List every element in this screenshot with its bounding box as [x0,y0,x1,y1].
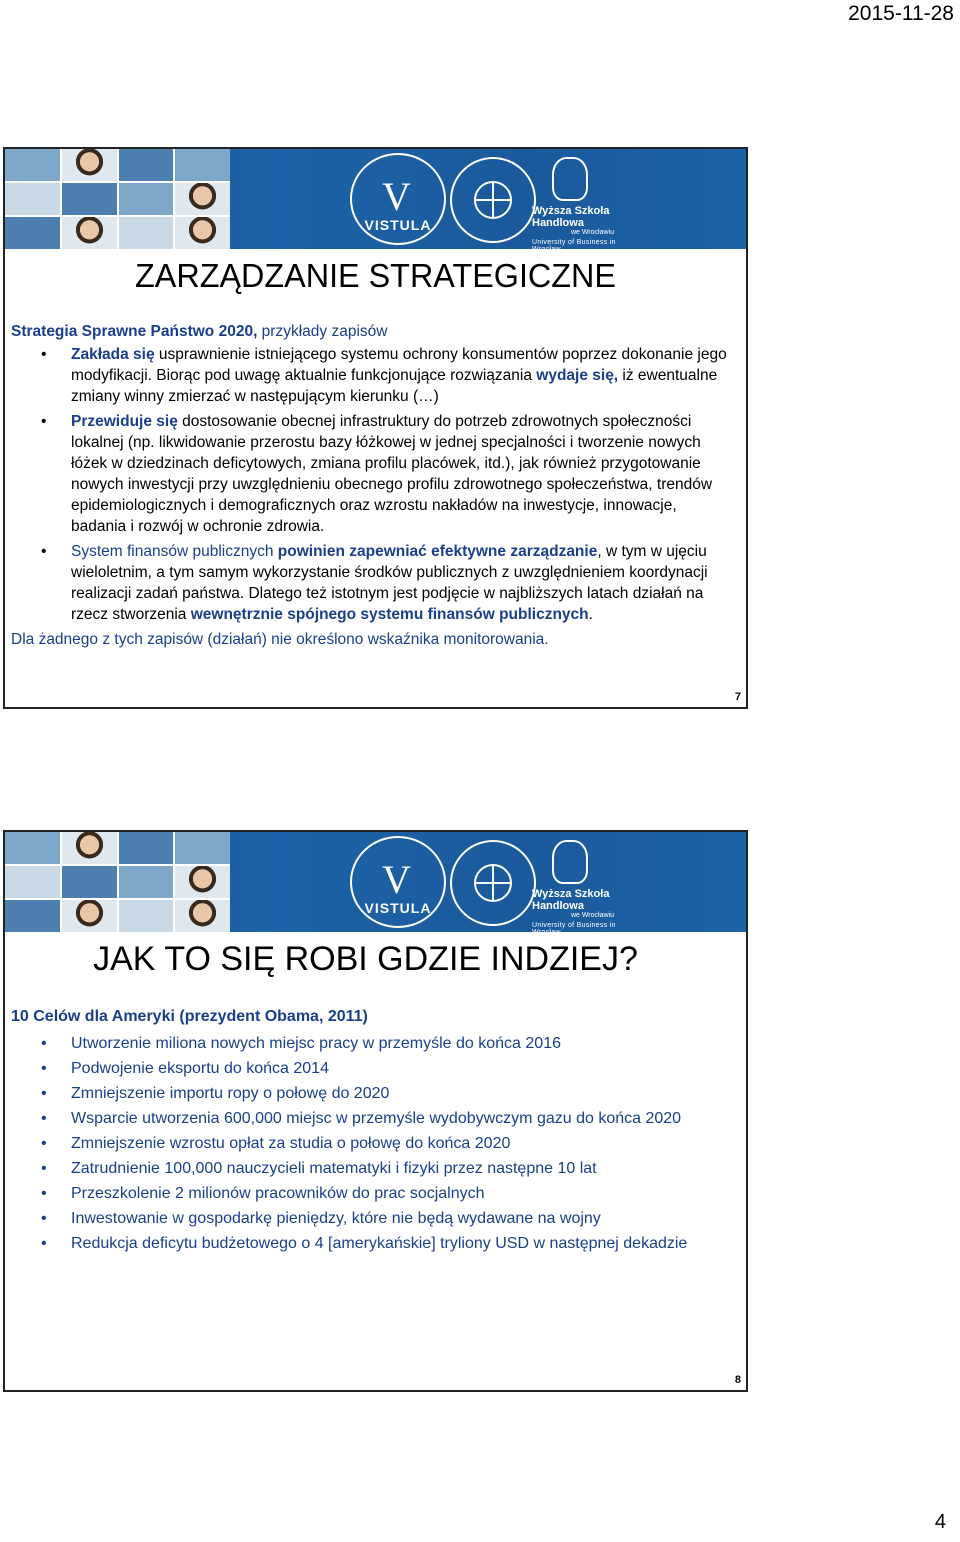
slide-title: JAK TO SIĘ ROBI GDZIE INDZIEJ? [93,940,638,978]
wsh-logo: Wyższa Szkoła Handlowa we Wrocławiu University of Business in Wrocław [532,157,642,253]
wsh-logo: Wyższa Szkoła Handlowa we Wrocławiu University of Business in Wrocław [532,840,642,936]
vistula-logo: V VISTULA [350,153,446,245]
list-item: • Utworzenie miliona nowych miejsc pracy w przemyśle do końca 2016 [71,1031,736,1056]
list-item: • Przewiduje się dostosowanie obecnej infrastruktury do potrzeb zdrowotnych społeczności lokalnej (np. likwidowanie przerostu bazy łóżkowej w jednej specjalności i tworzenie nowych łóżek w dziedzinach deficytowych, zmiana profilu placówek, itd.), jak również przygotowanie nowych inwestycji przy uwzględnieniu obecnego profilu zdrowotnego społeczeństwa, trendów epidemiologicznych i demograficznych oraz wzrostu nakładów na inwestycje, innowacje, badania i rozwój w ochronie zdrowia. [71,411,736,537]
vistula-logo: V VISTULA [350,836,446,928]
slide-banner [5,832,746,936]
slide-lead: Strategia Sprawne Państwo 2020, przykłady zapisów [11,323,388,340]
slide-7 [3,147,748,709]
list-item: • Inwestowanie w gospodarkę pieniędzy, które nie będą wydawane na wojny [71,1206,736,1231]
slide-content [11,1004,736,1256]
list-item: • Zatrudnienie 100,000 nauczycieli matematyki i fizyki przez następne 10 lat [71,1156,736,1181]
szkola-glowna-logo [450,840,536,926]
list-item: • System finansów publicznych powinien zapewniać efektywne zarządzanie, w tym w ujęciu wieloletnim, a tym samym wykorzystanie środków publicznych z uwzględnieniem koordynacji realizacji zadań państwa. Dlatego też istotnym jest podjęcie w najbliższych latach działań na rzecz stworzenia wewnętrznie spójnego systemu finansów publicznych. [71,541,736,625]
list-item: • Wsparcie utworzenia 600,000 miejsc w przemyśle wydobywczym gazu do końca 2020 [71,1106,736,1131]
list-item: • Redukcja deficytu budżetowego o 4 [amerykańskie] tryliony USD w następnej dekadzie [71,1231,736,1256]
page-number: 4 [934,1511,946,1533]
slide-title: ZARZĄDZANIE STRATEGICZNE [135,257,616,294]
slide-content [11,321,736,650]
list-item: • Podwojenie eksportu do końca 2014 [71,1056,736,1081]
photo-collage [5,149,230,249]
photo-collage [5,832,230,932]
szkola-glowna-logo [450,157,536,243]
slide-banner [5,149,746,253]
slide-number: 7 [734,691,741,703]
list-item: • Przeszkolenie 2 milionów pracowników do prac socjalnych [71,1181,736,1206]
slide-number: 8 [734,1374,741,1386]
list-item: • Zakłada się usprawnienie istniejącego systemu ochrony konsumentów poprzez dokonanie jego modyfikacji. Biorąc pod uwagę aktualnie funkcjonujące rozwiązania wydaje się, iż ewentualne zmiany winny zmierzać w następującym kierunku (…) [71,344,736,407]
slide-closing: Dla żadnego z tych zapisów (działań) nie określono wskaźnika monitorowania. [11,631,549,648]
page-date: 2015-11-28 [848,2,954,25]
list-item: • Zmniejszenie wzrostu opłat za studia o połowę do końca 2020 [71,1131,736,1156]
slide-8 [3,830,748,1392]
list-item: • Zmniejszenie importu ropy o połowę do 2020 [71,1081,736,1106]
slide-lead: 10 Celów dla Ameryki (prezydent Obama, 2011) [11,1008,368,1025]
